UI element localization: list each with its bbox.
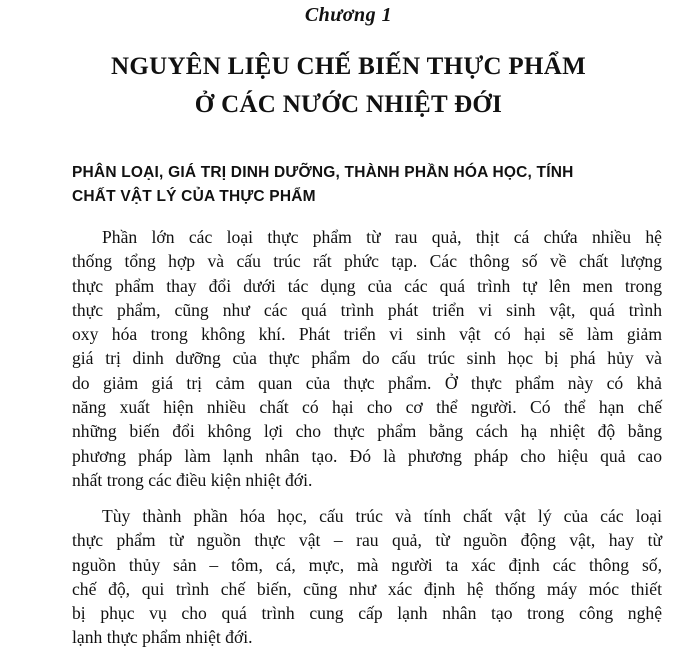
paragraph-line: thực phẩm thay đổi dưới tác dụng của các quá trình tự lên men trong [72,275,662,296]
paragraph-line: lạnh thực phẩm nhiệt đới. [72,627,253,648]
paragraph-line: thực phẩm từ nguồn thực vật – rau quả, từ nguồn động vật, hay từ [72,530,662,551]
paragraph-line: phương pháp làm lạnh nhân tạo. Đó là phương pháp cho hiệu quả cao [72,445,662,466]
paragraph-line: những biến đổi không lợi cho thực phẩm bằng cách hạ nhiệt độ bằng [72,421,662,442]
paragraph-line: oxy hóa trong không khí. Phát triển vi sinh vật có hại sẽ làm giảm [72,324,662,345]
paragraph-line: chế độ, qui trình chế biến, cũng như xác định hệ thống máy móc thiết [72,578,662,599]
paragraph-1 [72,225,662,492]
paragraph-line: năng xuất hiện nhiều chất có hại cho cơ thể người. Có thể hạn chế [72,397,662,418]
paragraph-line: bị phục vụ cho quá trình cung cấp lạnh nhân tạo trong công nghệ [72,603,662,624]
section-heading-line-2: CHẤT VẬT LÝ CỦA THỰC PHẨM [72,188,316,205]
paragraph-line: Tùy thành phần hóa học, cấu trúc và tính chất vật lý của các loại [102,506,662,526]
paragraph-2 [72,504,662,650]
section-heading-line-1: PHÂN LOẠI, GIÁ TRỊ DINH DƯỠNG, THÀNH PHẦN HÓA HỌC, TÍNH [72,164,574,181]
chapter-title-line-1: NGUYÊN LIỆU CHẾ BIẾN THỰC PHẨM [110,53,586,80]
paragraph-line: giá trị dinh dưỡng của thực phẩm do cấu trúc sinh học bị phá hủy và [72,348,662,369]
chapter-title-line-2: Ở CÁC NƯỚC NHIỆT ĐỚI [194,91,503,118]
paragraph-line: nguồn thủy sản – tôm, cá, mực, mà người ta xác định các thông số, [72,554,662,575]
paragraph-line: Phần lớn các loại thực phẩm từ rau quả, thịt cá chứa nhiều hệ [102,227,662,247]
section-heading [72,161,662,209]
chapter-title [0,48,697,124]
paragraph-line: nhất trong các điều kiện nhiệt đới. [72,469,313,490]
paragraph-line: do giảm giá trị cảm quan của thực phẩm. Ở thực phẩm này có khả [72,372,662,393]
paragraph-line: thống tổng hợp và cấu trúc rất phức tạp. Các thông số về chất lượng [72,251,662,272]
paragraph-line: thực phẩm, cũng như các quá trình phát triển vi sinh vật, quá trình [72,299,662,320]
chapter-label: Chương 1 [304,4,393,26]
